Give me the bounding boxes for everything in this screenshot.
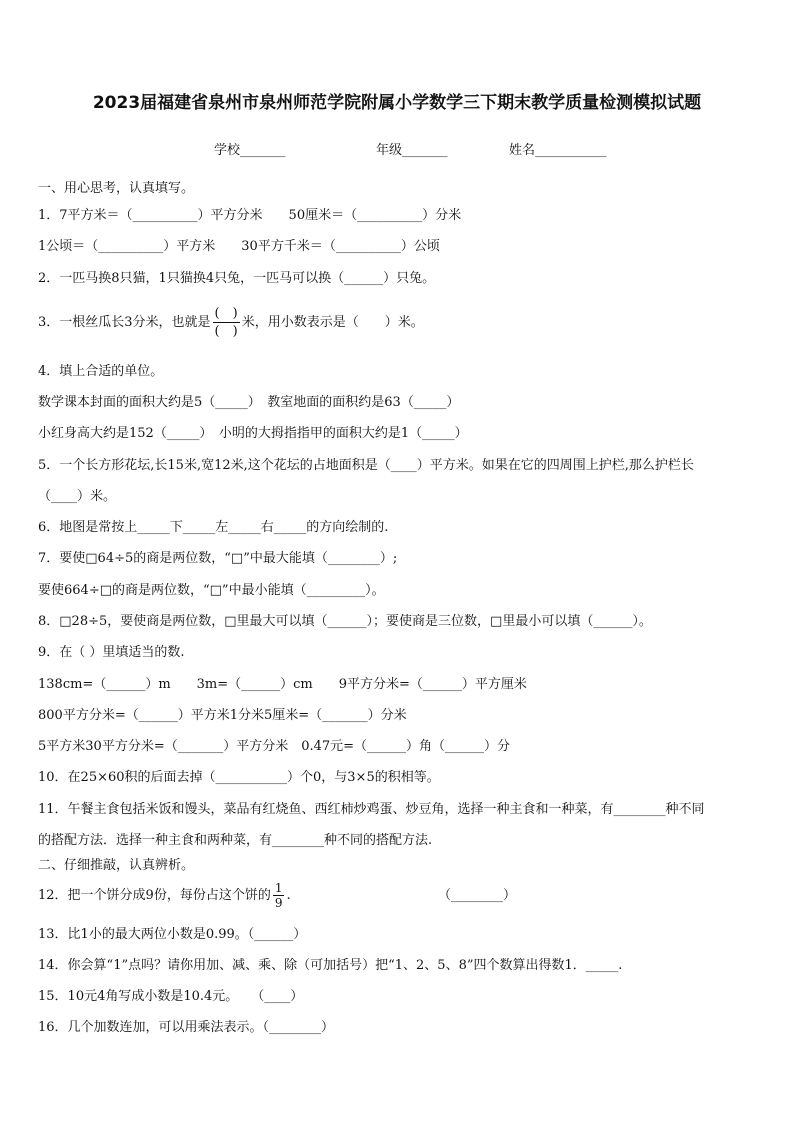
question-3: [38, 305, 424, 341]
question-2: 2．一匹马换8只猫，1只猫换4只兔，一匹马可以换（______）只兔。: [38, 271, 436, 286]
question-9: 9．在（ ）里填适当的数.: [38, 645, 185, 660]
question-12-text-after: .: [286, 888, 291, 903]
question-1-line-1: 1．7平方米＝（__________）平方分米 50厘米＝（__________）分米: [38, 208, 462, 223]
section-2-heading: 二、仔细推敲，认真辨析。: [38, 858, 195, 873]
fraction-numerator: ( ): [214, 306, 238, 321]
question-12-fraction: [273, 881, 285, 910]
question-11-line-2: 的搭配方法．选择一种主食和两种菜，有________种不同的搭配方法.: [38, 833, 433, 848]
question-3-text-before: 3．一根丝瓜长3分米，也就是: [38, 315, 211, 330]
page-title: 2023届福建省泉州市泉州师范学院附属小学数学三下期末教学质量检测模拟试题: [92, 93, 702, 113]
question-4: 4．填上合适的单位。: [38, 364, 164, 379]
question-16: 16．几个加数连加，可以用乘法表示。（________）: [38, 1020, 335, 1035]
question-4-line-1: 数学课本封面的面积大约是5（_____） 教室地面的面积约是63（_____）: [38, 395, 460, 410]
question-9-line-3: 5平方米30平方分米=（_______）平方分米 0.47元=（______）角（______）分: [38, 739, 511, 754]
question-9-line-2: 800平方分米=（______）平方米1分米5厘米=（_______）分米: [38, 708, 407, 723]
fraction-denominator: ( ): [214, 324, 238, 339]
question-7-line-2: 要使664÷□的商是两位数，“□”中最小能填（_________）。: [38, 583, 385, 598]
question-1-line-2: 1公顷＝（__________）平方米 30平方千米＝（__________）公顷: [38, 239, 440, 254]
section-1-heading: 一、用心思考，认真填写。: [38, 181, 195, 196]
question-13: 13．比1小的最大两位小数是0.99。（______）: [38, 927, 307, 942]
question-5-line-2: （____）米。: [38, 489, 117, 504]
grade-field: 年级_______: [376, 143, 448, 158]
question-8: 8．□28÷5，要使商是两位数，□里最大可以填（______）；要使商是三位数，□里最小可以填（______）。: [38, 614, 652, 629]
name-field: 姓名___________: [509, 143, 607, 158]
question-7-line-1: 7．要使□64÷5的商是两位数，“□”中最大能填（________）;: [38, 551, 398, 566]
question-15: 15．10元4角写成小数是10.4元。 （____）: [38, 989, 304, 1004]
question-3-text-after: 米，用小数表示是（ ）米。: [241, 315, 424, 330]
question-10: 10．在25×60积的后面去掉（___________）个0，与3×5的积相等。: [38, 770, 440, 785]
question-12-answer-blank: （________）: [438, 888, 517, 903]
question-4-line-2: 小红身高大约是152（_____） 小明的大拇指指甲的面积大约是1（_____）: [38, 426, 468, 441]
fraction-numerator: 1: [274, 881, 283, 895]
question-6: 6．地图是常按上_____下_____左_____右_____的方向绘制的.: [38, 520, 389, 535]
question-9-line-1: 138cm=（______）m 3m=（______）cm 9平方分米=（______）平方厘米: [38, 677, 527, 692]
question-12: [38, 879, 291, 913]
fraction-denominator: 9: [274, 896, 283, 910]
question-11-line-1: 11．午餐主食包括米饭和馒头，菜品有红烧鱼、西红柿炒鸡蛋、炒豆角，选择一种主食和一种菜，有________种不同: [38, 802, 705, 817]
question-14: 14．你会算“1”点吗？请你用加、减、乘、除（可加括号）把“1、2、5、8”四个数算出得数1．_____.: [38, 958, 623, 973]
question-5-line-1: 5．一个长方形花坛,长15米,宽12米,这个花坛的占地面积是（____）平方米。如果在它的四周围上护栏,那么护栏长: [38, 458, 694, 473]
question-3-fraction: [213, 305, 240, 340]
school-field: 学校_______: [214, 143, 286, 158]
question-12-text-before: 12．把一个饼分成9份，每份占这个饼的: [38, 888, 271, 903]
